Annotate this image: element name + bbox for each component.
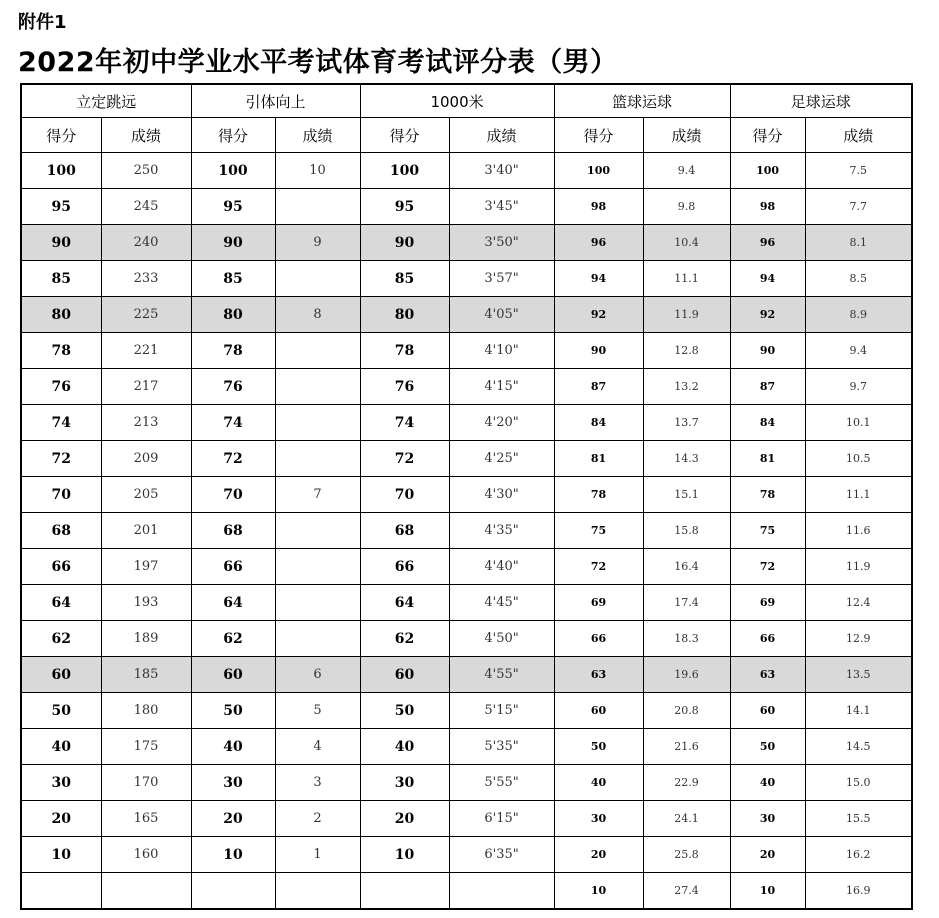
long-jump-score-cell: 74 bbox=[21, 405, 101, 441]
pull-ups-result-cell bbox=[275, 441, 360, 477]
pull-ups-score-cell: 90 bbox=[191, 225, 275, 261]
pull-ups-score-cell: 68 bbox=[191, 513, 275, 549]
1000m-result-cell: 4'05" bbox=[449, 297, 554, 333]
1000m-result-cell: 4'55" bbox=[449, 657, 554, 693]
pull-ups-result-cell bbox=[275, 513, 360, 549]
basketball-score-cell: 90 bbox=[554, 333, 643, 369]
long-jump-result-cell: 185 bbox=[101, 657, 191, 693]
1000m-result-cell: 5'35" bbox=[449, 729, 554, 765]
table-row bbox=[21, 549, 912, 585]
long-jump-result-cell: 250 bbox=[101, 153, 191, 189]
basketball-score-cell: 60 bbox=[554, 693, 643, 729]
long-jump-score-cell: 78 bbox=[21, 333, 101, 369]
football-result-cell: 9.4 bbox=[805, 333, 912, 369]
football-result-cell: 16.2 bbox=[805, 837, 912, 873]
long-jump-score-cell: 95 bbox=[21, 189, 101, 225]
long-jump-score-cell: 30 bbox=[21, 765, 101, 801]
long-jump-result-cell: 209 bbox=[101, 441, 191, 477]
basketball-result-cell: 12.8 bbox=[643, 333, 730, 369]
1000m-result-cell: 6'35" bbox=[449, 837, 554, 873]
basketball-result-cell: 14.3 bbox=[643, 441, 730, 477]
basketball-score-cell: 81 bbox=[554, 441, 643, 477]
table-row bbox=[21, 729, 912, 765]
pull-ups-result-cell: 2 bbox=[275, 801, 360, 837]
long-jump-result-cell: 175 bbox=[101, 729, 191, 765]
pull-ups-score-cell: 78 bbox=[191, 333, 275, 369]
long-jump-score-cell: 76 bbox=[21, 369, 101, 405]
football-score-cell: 40 bbox=[730, 765, 805, 801]
1000m-score-cell: 64 bbox=[360, 585, 449, 621]
1000m-result-cell: 6'15" bbox=[449, 801, 554, 837]
pull-ups-score-cell: 95 bbox=[191, 189, 275, 225]
scoring-table bbox=[20, 83, 913, 910]
long-jump-score-cell: 72 bbox=[21, 441, 101, 477]
long-jump-score-cell bbox=[21, 873, 101, 909]
1000m-score-cell: 78 bbox=[360, 333, 449, 369]
basketball-result-cell: 15.8 bbox=[643, 513, 730, 549]
table-row bbox=[21, 477, 912, 513]
long-jump-score-cell: 64 bbox=[21, 585, 101, 621]
football-result-cell: 15.0 bbox=[805, 765, 912, 801]
group-header-1000m-run: 1000米 bbox=[360, 84, 554, 118]
football-result-cell: 11.6 bbox=[805, 513, 912, 549]
long-jump-score-cell: 68 bbox=[21, 513, 101, 549]
football-score-cell: 75 bbox=[730, 513, 805, 549]
group-header-basketball-dribble: 篮球运球 bbox=[554, 84, 730, 118]
long-jump-result-cell: 245 bbox=[101, 189, 191, 225]
basketball-result-cell: 20.8 bbox=[643, 693, 730, 729]
1000m-score-cell: 60 bbox=[360, 657, 449, 693]
long-jump-score-cell: 20 bbox=[21, 801, 101, 837]
long-jump-result-cell bbox=[101, 873, 191, 909]
long-jump-score-cell: 85 bbox=[21, 261, 101, 297]
long-jump-result-cell: 193 bbox=[101, 585, 191, 621]
basketball-result-cell: 16.4 bbox=[643, 549, 730, 585]
long-jump-score-cell: 90 bbox=[21, 225, 101, 261]
1000m-result-cell: 4'15" bbox=[449, 369, 554, 405]
1000m-score-cell: 50 bbox=[360, 693, 449, 729]
basketball-result-cell: 19.6 bbox=[643, 657, 730, 693]
basketball-result-cell: 15.1 bbox=[643, 477, 730, 513]
long-jump-result-cell: 233 bbox=[101, 261, 191, 297]
pull-ups-score-cell: 40 bbox=[191, 729, 275, 765]
1000m-score-cell: 10 bbox=[360, 837, 449, 873]
1000m-result-cell: 3'40" bbox=[449, 153, 554, 189]
1000m-result-cell: 4'35" bbox=[449, 513, 554, 549]
basketball-result-cell: 13.2 bbox=[643, 369, 730, 405]
1000m-score-cell: 85 bbox=[360, 261, 449, 297]
table-row bbox=[21, 693, 912, 729]
attachment-label: 附件1 bbox=[18, 12, 67, 33]
basketball-score-cell: 84 bbox=[554, 405, 643, 441]
pull-ups-score-cell: 74 bbox=[191, 405, 275, 441]
table-row bbox=[21, 621, 912, 657]
football-result-cell: 11.9 bbox=[805, 549, 912, 585]
1000m-result-cell: 4'20" bbox=[449, 405, 554, 441]
football-score-cell: 92 bbox=[730, 297, 805, 333]
score-header: 得分 bbox=[730, 118, 805, 153]
table-row bbox=[21, 513, 912, 549]
pull-ups-score-cell: 50 bbox=[191, 693, 275, 729]
long-jump-result-cell: 180 bbox=[101, 693, 191, 729]
1000m-result-cell: 5'55" bbox=[449, 765, 554, 801]
basketball-score-cell: 78 bbox=[554, 477, 643, 513]
football-score-cell: 69 bbox=[730, 585, 805, 621]
football-result-cell: 7.5 bbox=[805, 153, 912, 189]
pull-ups-result-cell bbox=[275, 261, 360, 297]
basketball-score-cell: 40 bbox=[554, 765, 643, 801]
basketball-result-cell: 11.9 bbox=[643, 297, 730, 333]
football-score-cell: 20 bbox=[730, 837, 805, 873]
pull-ups-result-cell: 6 bbox=[275, 657, 360, 693]
long-jump-score-cell: 70 bbox=[21, 477, 101, 513]
football-result-cell: 7.7 bbox=[805, 189, 912, 225]
football-score-cell: 63 bbox=[730, 657, 805, 693]
football-score-cell: 30 bbox=[730, 801, 805, 837]
basketball-score-cell: 98 bbox=[554, 189, 643, 225]
basketball-result-cell: 17.4 bbox=[643, 585, 730, 621]
long-jump-score-cell: 10 bbox=[21, 837, 101, 873]
pull-ups-result-cell bbox=[275, 189, 360, 225]
basketball-score-cell: 96 bbox=[554, 225, 643, 261]
pull-ups-score-cell bbox=[191, 873, 275, 909]
basketball-result-cell: 13.7 bbox=[643, 405, 730, 441]
table-row bbox=[21, 657, 912, 693]
long-jump-result-cell: 201 bbox=[101, 513, 191, 549]
pull-ups-result-cell: 7 bbox=[275, 477, 360, 513]
football-score-cell: 72 bbox=[730, 549, 805, 585]
1000m-score-cell bbox=[360, 873, 449, 909]
1000m-score-cell: 40 bbox=[360, 729, 449, 765]
table-row bbox=[21, 837, 912, 873]
pull-ups-result-cell: 5 bbox=[275, 693, 360, 729]
pull-ups-result-cell: 3 bbox=[275, 765, 360, 801]
long-jump-result-cell: 165 bbox=[101, 801, 191, 837]
1000m-result-cell: 3'57" bbox=[449, 261, 554, 297]
1000m-score-cell: 90 bbox=[360, 225, 449, 261]
group-header-row bbox=[21, 84, 912, 118]
basketball-result-cell: 9.4 bbox=[643, 153, 730, 189]
basketball-result-cell: 11.1 bbox=[643, 261, 730, 297]
basketball-score-cell: 20 bbox=[554, 837, 643, 873]
football-score-cell: 94 bbox=[730, 261, 805, 297]
pull-ups-score-cell: 85 bbox=[191, 261, 275, 297]
pull-ups-score-cell: 30 bbox=[191, 765, 275, 801]
long-jump-result-cell: 213 bbox=[101, 405, 191, 441]
pull-ups-score-cell: 100 bbox=[191, 153, 275, 189]
pull-ups-result-cell: 9 bbox=[275, 225, 360, 261]
pull-ups-result-cell: 1 bbox=[275, 837, 360, 873]
basketball-score-cell: 72 bbox=[554, 549, 643, 585]
long-jump-score-cell: 80 bbox=[21, 297, 101, 333]
football-result-cell: 13.5 bbox=[805, 657, 912, 693]
pull-ups-result-cell: 8 bbox=[275, 297, 360, 333]
table-row bbox=[21, 225, 912, 261]
basketball-score-cell: 75 bbox=[554, 513, 643, 549]
basketball-score-cell: 30 bbox=[554, 801, 643, 837]
basketball-result-cell: 10.4 bbox=[643, 225, 730, 261]
1000m-score-cell: 62 bbox=[360, 621, 449, 657]
table-row bbox=[21, 369, 912, 405]
result-header: 成绩 bbox=[275, 118, 360, 153]
pull-ups-score-cell: 10 bbox=[191, 837, 275, 873]
pull-ups-score-cell: 70 bbox=[191, 477, 275, 513]
football-score-cell: 66 bbox=[730, 621, 805, 657]
1000m-result-cell: 3'45" bbox=[449, 189, 554, 225]
1000m-result-cell: 4'10" bbox=[449, 333, 554, 369]
basketball-score-cell: 87 bbox=[554, 369, 643, 405]
football-score-cell: 78 bbox=[730, 477, 805, 513]
pull-ups-result-cell: 4 bbox=[275, 729, 360, 765]
football-result-cell: 15.5 bbox=[805, 801, 912, 837]
long-jump-result-cell: 170 bbox=[101, 765, 191, 801]
pull-ups-result-cell bbox=[275, 873, 360, 909]
table-row bbox=[21, 585, 912, 621]
table-row bbox=[21, 441, 912, 477]
pull-ups-score-cell: 64 bbox=[191, 585, 275, 621]
basketball-result-cell: 25.8 bbox=[643, 837, 730, 873]
pull-ups-score-cell: 20 bbox=[191, 801, 275, 837]
football-score-cell: 96 bbox=[730, 225, 805, 261]
table-row bbox=[21, 873, 912, 909]
football-result-cell: 10.1 bbox=[805, 405, 912, 441]
long-jump-result-cell: 197 bbox=[101, 549, 191, 585]
pull-ups-result-cell: 10 bbox=[275, 153, 360, 189]
1000m-score-cell: 66 bbox=[360, 549, 449, 585]
football-score-cell: 10 bbox=[730, 873, 805, 909]
basketball-result-cell: 27.4 bbox=[643, 873, 730, 909]
table-row bbox=[21, 405, 912, 441]
basketball-score-cell: 94 bbox=[554, 261, 643, 297]
football-result-cell: 10.5 bbox=[805, 441, 912, 477]
long-jump-score-cell: 60 bbox=[21, 657, 101, 693]
pull-ups-result-cell bbox=[275, 549, 360, 585]
1000m-result-cell: 4'40" bbox=[449, 549, 554, 585]
1000m-score-cell: 20 bbox=[360, 801, 449, 837]
1000m-score-cell: 30 bbox=[360, 765, 449, 801]
score-header: 得分 bbox=[191, 118, 275, 153]
1000m-score-cell: 70 bbox=[360, 477, 449, 513]
basketball-result-cell: 18.3 bbox=[643, 621, 730, 657]
1000m-score-cell: 74 bbox=[360, 405, 449, 441]
1000m-result-cell: 3'50" bbox=[449, 225, 554, 261]
group-header-standing-long-jump: 立定跳远 bbox=[21, 84, 191, 118]
1000m-score-cell: 80 bbox=[360, 297, 449, 333]
football-score-cell: 90 bbox=[730, 333, 805, 369]
football-result-cell: 8.1 bbox=[805, 225, 912, 261]
football-result-cell: 11.1 bbox=[805, 477, 912, 513]
1000m-result-cell: 4'30" bbox=[449, 477, 554, 513]
score-header: 得分 bbox=[360, 118, 449, 153]
long-jump-result-cell: 221 bbox=[101, 333, 191, 369]
pull-ups-score-cell: 66 bbox=[191, 549, 275, 585]
long-jump-result-cell: 240 bbox=[101, 225, 191, 261]
score-header: 得分 bbox=[21, 118, 101, 153]
long-jump-score-cell: 66 bbox=[21, 549, 101, 585]
football-result-cell: 9.7 bbox=[805, 369, 912, 405]
1000m-result-cell: 4'45" bbox=[449, 585, 554, 621]
pull-ups-result-cell bbox=[275, 621, 360, 657]
1000m-score-cell: 76 bbox=[360, 369, 449, 405]
football-result-cell: 8.9 bbox=[805, 297, 912, 333]
long-jump-score-cell: 50 bbox=[21, 693, 101, 729]
table-row bbox=[21, 333, 912, 369]
1000m-score-cell: 68 bbox=[360, 513, 449, 549]
result-header: 成绩 bbox=[449, 118, 554, 153]
group-header-football-dribble: 足球运球 bbox=[730, 84, 912, 118]
table-row bbox=[21, 153, 912, 189]
result-header: 成绩 bbox=[643, 118, 730, 153]
result-header: 成绩 bbox=[101, 118, 191, 153]
page-title: 2022年初中学业水平考试体育考试评分表（男） bbox=[18, 47, 618, 78]
pull-ups-result-cell bbox=[275, 369, 360, 405]
basketball-score-cell: 100 bbox=[554, 153, 643, 189]
pull-ups-score-cell: 72 bbox=[191, 441, 275, 477]
long-jump-result-cell: 217 bbox=[101, 369, 191, 405]
football-score-cell: 87 bbox=[730, 369, 805, 405]
basketball-result-cell: 24.1 bbox=[643, 801, 730, 837]
football-score-cell: 50 bbox=[730, 729, 805, 765]
football-score-cell: 84 bbox=[730, 405, 805, 441]
table-row bbox=[21, 189, 912, 225]
pull-ups-score-cell: 62 bbox=[191, 621, 275, 657]
1000m-result-cell: 4'50" bbox=[449, 621, 554, 657]
basketball-score-cell: 69 bbox=[554, 585, 643, 621]
basketball-score-cell: 63 bbox=[554, 657, 643, 693]
long-jump-score-cell: 62 bbox=[21, 621, 101, 657]
table-body bbox=[21, 153, 912, 909]
long-jump-result-cell: 160 bbox=[101, 837, 191, 873]
football-score-cell: 60 bbox=[730, 693, 805, 729]
table-row bbox=[21, 261, 912, 297]
sub-header-row bbox=[21, 118, 912, 153]
football-score-cell: 98 bbox=[730, 189, 805, 225]
long-jump-result-cell: 189 bbox=[101, 621, 191, 657]
basketball-score-cell: 92 bbox=[554, 297, 643, 333]
basketball-result-cell: 21.6 bbox=[643, 729, 730, 765]
result-header: 成绩 bbox=[805, 118, 912, 153]
score-header: 得分 bbox=[554, 118, 643, 153]
1000m-score-cell: 72 bbox=[360, 441, 449, 477]
long-jump-score-cell: 40 bbox=[21, 729, 101, 765]
football-score-cell: 100 bbox=[730, 153, 805, 189]
football-result-cell: 12.9 bbox=[805, 621, 912, 657]
1000m-score-cell: 95 bbox=[360, 189, 449, 225]
long-jump-score-cell: 100 bbox=[21, 153, 101, 189]
basketball-result-cell: 9.8 bbox=[643, 189, 730, 225]
basketball-score-cell: 66 bbox=[554, 621, 643, 657]
basketball-result-cell: 22.9 bbox=[643, 765, 730, 801]
1000m-result-cell: 4'25" bbox=[449, 441, 554, 477]
1000m-result-cell: 5'15" bbox=[449, 693, 554, 729]
pull-ups-score-cell: 80 bbox=[191, 297, 275, 333]
basketball-score-cell: 50 bbox=[554, 729, 643, 765]
table-row bbox=[21, 297, 912, 333]
1000m-result-cell bbox=[449, 873, 554, 909]
group-header-pull-ups: 引体向上 bbox=[191, 84, 360, 118]
pull-ups-result-cell bbox=[275, 333, 360, 369]
long-jump-result-cell: 225 bbox=[101, 297, 191, 333]
pull-ups-result-cell bbox=[275, 405, 360, 441]
football-score-cell: 81 bbox=[730, 441, 805, 477]
table-row bbox=[21, 765, 912, 801]
football-result-cell: 12.4 bbox=[805, 585, 912, 621]
football-result-cell: 8.5 bbox=[805, 261, 912, 297]
football-result-cell: 16.9 bbox=[805, 873, 912, 909]
1000m-score-cell: 100 bbox=[360, 153, 449, 189]
football-result-cell: 14.5 bbox=[805, 729, 912, 765]
long-jump-result-cell: 205 bbox=[101, 477, 191, 513]
pull-ups-result-cell bbox=[275, 585, 360, 621]
pull-ups-score-cell: 76 bbox=[191, 369, 275, 405]
basketball-score-cell: 10 bbox=[554, 873, 643, 909]
table-row bbox=[21, 801, 912, 837]
football-result-cell: 14.1 bbox=[805, 693, 912, 729]
pull-ups-score-cell: 60 bbox=[191, 657, 275, 693]
